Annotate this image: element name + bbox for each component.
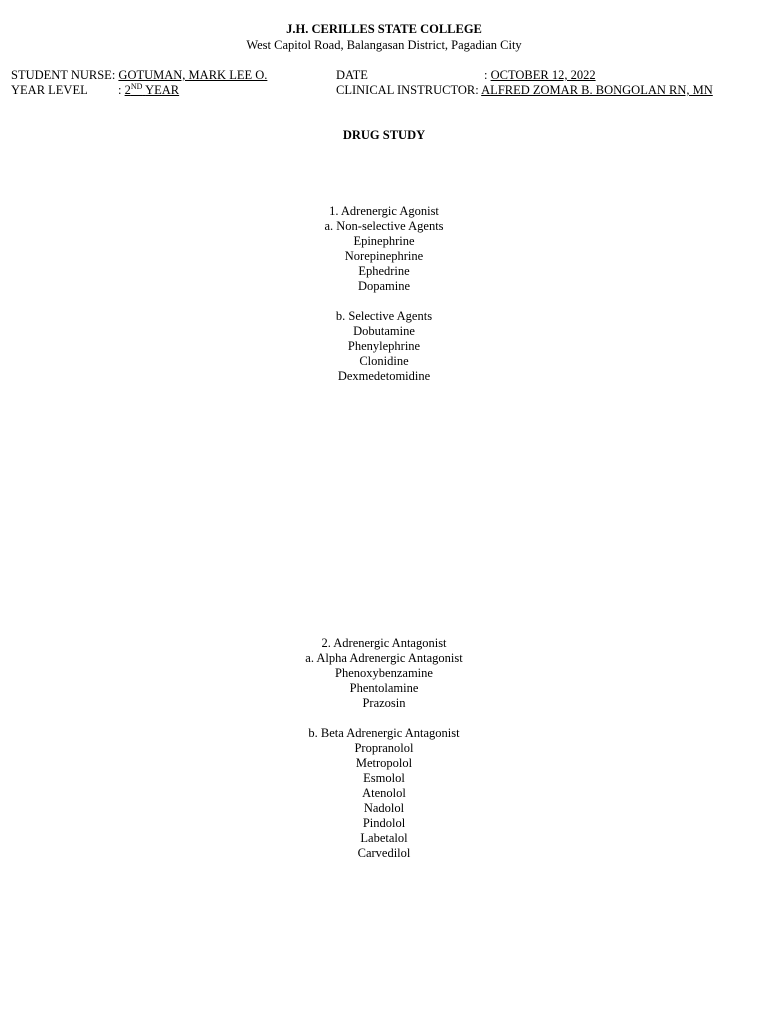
drug-item: Dopamine	[357, 279, 411, 293]
school-address: West Capitol Road, Balangasan District, Pagadian City	[246, 38, 522, 52]
drug-item: Ephedrine	[358, 264, 410, 278]
instructor-label: CLINICAL INSTRUCTOR:	[336, 83, 479, 97]
section-heading: 2. Adrenergic Antagonist	[321, 636, 447, 650]
drug-item: Carvedilol	[357, 846, 411, 860]
school-name: J.H. CERILLES STATE COLLEGE	[286, 22, 482, 36]
group-heading: b. Beta Adrenergic Antagonist	[308, 726, 460, 740]
date-value: OCTOBER 12, 2022	[490, 68, 596, 82]
date-colon: :	[484, 68, 488, 82]
section-heading: 1. Adrenergic Agonist	[329, 204, 439, 218]
year-level-suffix: ND	[130, 81, 143, 91]
drug-item: Atenolol	[362, 786, 406, 800]
group-heading: b. Selective Agents	[335, 309, 433, 323]
date-row	[484, 68, 596, 83]
drug-item: Phenoxybenzamine	[335, 666, 433, 680]
drug-item: Phenylephrine	[347, 339, 421, 353]
drug-item: Prazosin	[362, 696, 406, 710]
drug-item: Dexmedetomidine	[337, 369, 431, 383]
student-nurse-row	[11, 68, 267, 83]
year-level-label: YEAR LEVEL	[11, 83, 88, 97]
drug-item: Dobutamine	[353, 324, 415, 338]
year-level-number: 2	[124, 83, 131, 97]
instructor-row	[336, 83, 713, 98]
year-level-value	[125, 83, 180, 97]
drug-item: Clonidine	[359, 354, 409, 368]
section-adrenergic-antagonist	[0, 636, 768, 861]
drug-item: Norepinephrine	[344, 249, 424, 263]
spacer	[0, 294, 768, 309]
drug-item: Phentolamine	[349, 681, 419, 695]
drug-item: Metropolol	[355, 756, 413, 770]
student-nurse-label: STUDENT NURSE:	[11, 68, 116, 82]
drug-item: Nadolol	[363, 801, 405, 815]
student-nurse-value: GOTUMAN, MARK LEE O.	[118, 68, 268, 82]
drug-item: Pindolol	[362, 816, 406, 830]
year-level-colon: :	[118, 83, 122, 97]
drug-item: Propranolol	[354, 741, 414, 755]
drug-item: Labetalol	[360, 831, 408, 845]
instructor-value: ALFRED ZOMAR B. BONGOLAN RN, MN	[481, 83, 713, 97]
drug-item: Esmolol	[363, 771, 405, 785]
date-label: DATE	[336, 68, 368, 82]
page-title: DRUG STUDY	[342, 128, 426, 142]
group-heading: a. Non-selective Agents	[324, 219, 444, 233]
year-level-word: YEAR	[145, 83, 180, 97]
drug-item: Epinephrine	[353, 234, 415, 248]
group-heading: a. Alpha Adrenergic Antagonist	[305, 651, 463, 665]
section-adrenergic-agonist	[0, 204, 768, 384]
spacer	[0, 711, 768, 726]
year-level-row	[118, 83, 179, 98]
